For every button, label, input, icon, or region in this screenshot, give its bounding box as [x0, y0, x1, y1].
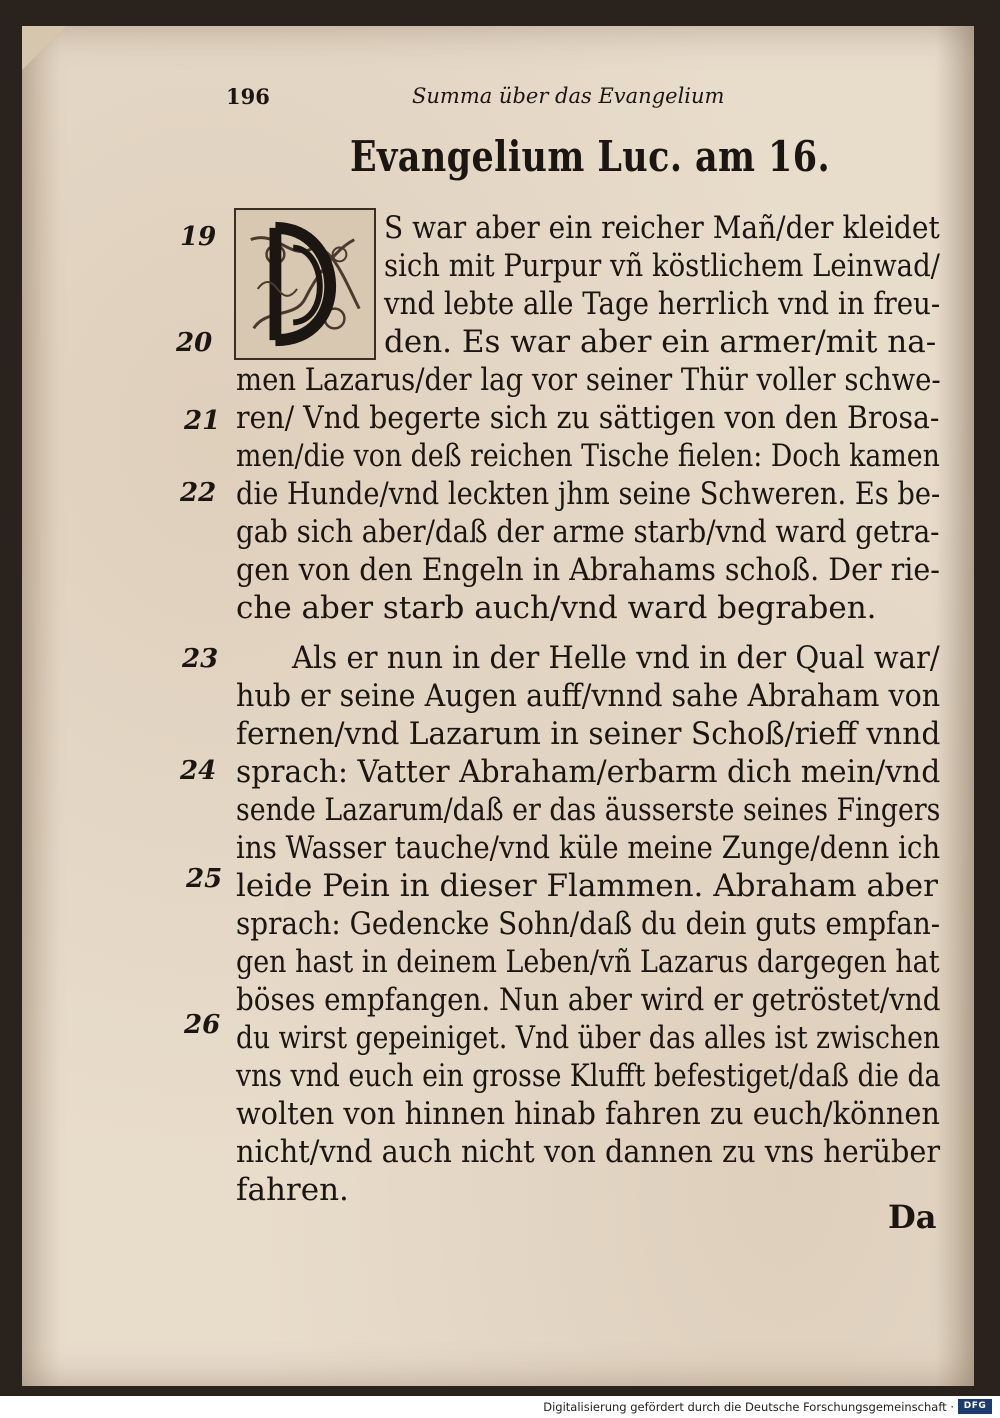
text-line: du wirst gepeiniget. Vnd über das alles ist zwischen	[236, 1020, 940, 1056]
text-line: nicht/vnd auch nicht von dannen zu vns herüber	[236, 1134, 941, 1170]
text-line: wolten von hinnen hinab fahren zu euch/können	[236, 1096, 940, 1132]
text-line: fernen/vnd Lazarum in seiner Schoß/rieff vnnd	[236, 716, 941, 752]
text-line: vnd lebte alle Tage herrlich vnd in freu-	[384, 286, 941, 322]
text-line: die Hunde/vnd leckten jhm seine Schweren. Es be-	[236, 476, 941, 512]
text-line: sende Lazarum/daß er das äusserste seines Fingers	[236, 792, 941, 828]
text-line: sprach: Vatter Abraham/erbarm dich mein/vnd	[236, 754, 941, 790]
verse-number: 24	[180, 756, 217, 786]
verse-number: 26	[184, 1010, 221, 1040]
verse-number: 21	[184, 406, 221, 436]
verse-number: 19	[180, 222, 217, 252]
text-line: gen hast in deinem Leben/vñ Lazarus dargegen hat	[236, 944, 940, 980]
text-line: hub er seine Augen auff/vnnd sahe Abraham von	[236, 678, 941, 714]
text-line: vns vnd euch ein grosse Klufft befestiget/daß die da	[236, 1058, 941, 1094]
verse-number: 20	[176, 328, 213, 358]
footer-bar	[0, 1396, 1000, 1418]
catchword: Da	[888, 1198, 937, 1236]
text-line: gen von den Engeln in Abrahams schoß. Der rie-	[236, 552, 940, 588]
text-line: fahren.	[236, 1172, 349, 1208]
text-line: men/die von deß reichen Tische fielen: Doch kamen	[236, 438, 940, 474]
verse-number: 25	[186, 864, 223, 894]
running-head	[226, 84, 746, 112]
dfg-logo-icon: DFG	[958, 1399, 992, 1414]
text-line: S war aber ein reicher Mañ/der kleidet	[384, 210, 940, 246]
text-line: den. Es war aber ein armer/mit na-	[384, 324, 937, 360]
text-line: sprach: Gedencke Sohn/daß du dein guts empfan-	[236, 906, 941, 942]
verse-number: 22	[180, 478, 217, 508]
text-line: Als er nun in der Helle vnd in der Qual war/	[292, 640, 940, 676]
footer-credit: Digitalisierung gefördert durch die Deutsche Forschungsgemeinschaft ·	[543, 1400, 954, 1414]
text-line: ren/ Vnd begerte sich zu sättigen von den Brosa-	[236, 400, 940, 436]
text-line: gab sich aber/daß der arme starb/vnd ward getra-	[236, 514, 940, 550]
decorated-initial-d-icon	[234, 208, 376, 360]
page-corner-fold	[22, 26, 66, 70]
text-line: ins Wasser tauche/vnd küle meine Zunge/denn ich	[236, 830, 941, 866]
text-line: böses empfangen. Nun aber wird er getröstet/vnd	[236, 982, 941, 1018]
page-number: 196	[226, 84, 270, 109]
running-title: Summa über das Evangelium	[412, 84, 725, 108]
text-line: che aber starb auch/vnd ward begraben.	[236, 590, 877, 626]
text-line: leide Pein in dieser Flammen. Abraham aber	[236, 868, 938, 904]
text-line: men Lazarus/der lag vor seiner Thür voller schwe-	[236, 362, 941, 398]
verse-number: 23	[182, 644, 219, 674]
text-line: sich mit Purpur vñ köstlichem Leinwad/	[384, 248, 940, 284]
chapter-heading: Evangelium Luc. am 16.	[350, 132, 831, 181]
